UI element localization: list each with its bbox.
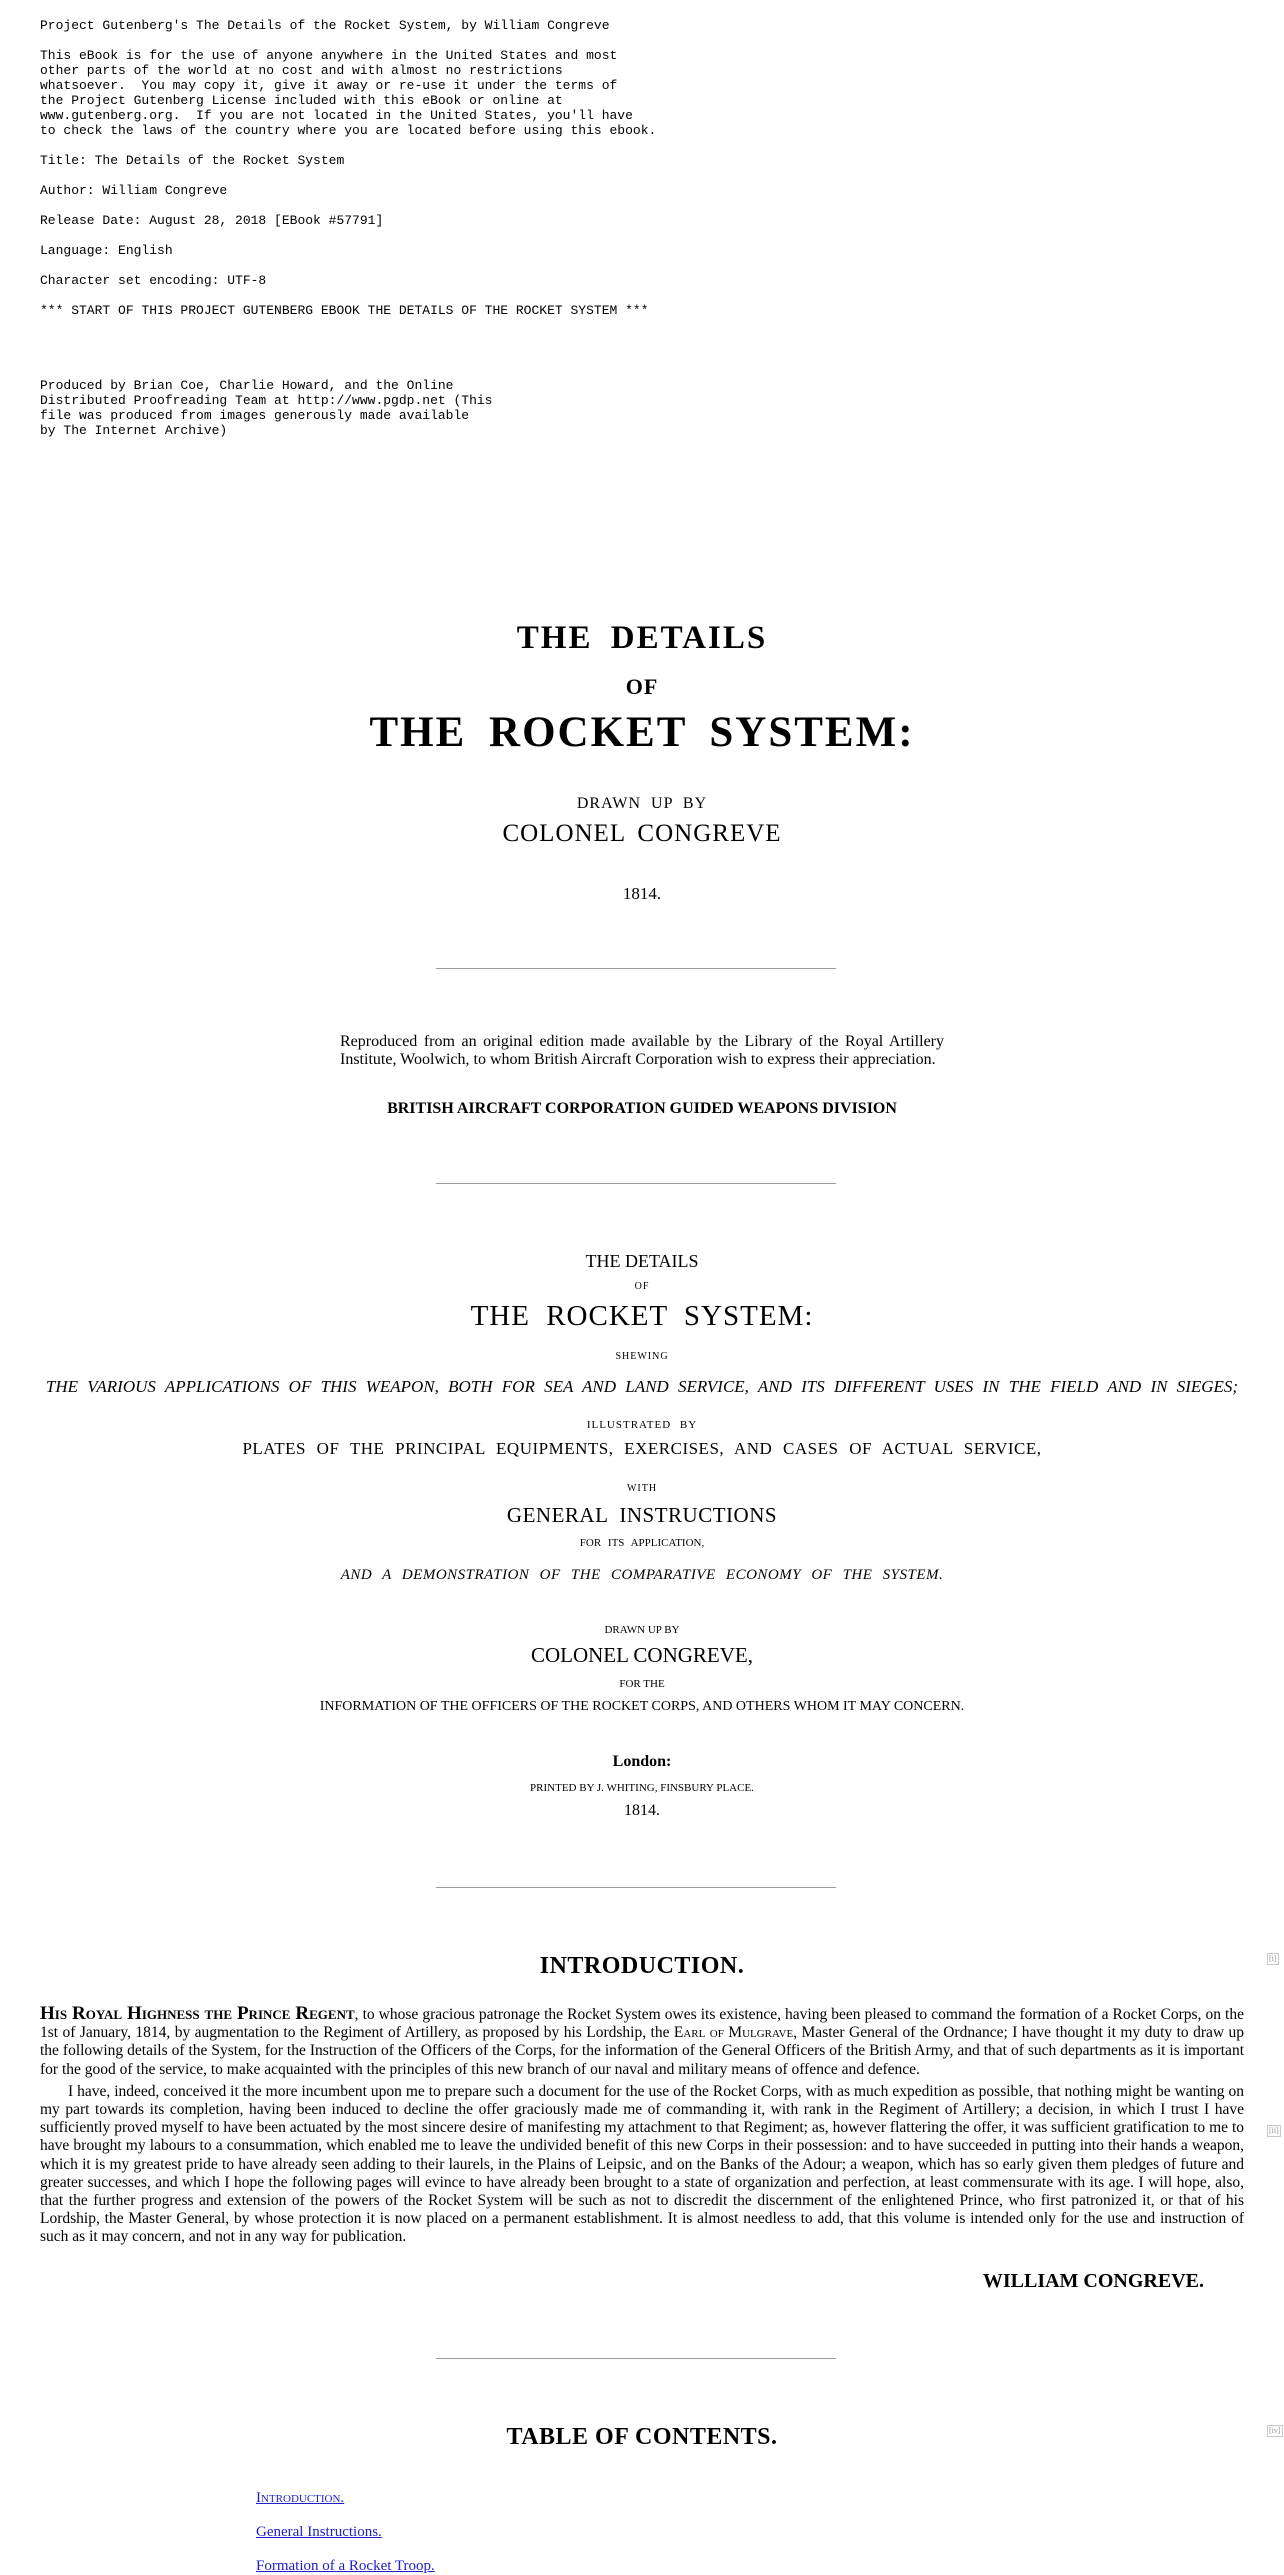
title-page-for-the: FOR THE [619, 1678, 665, 1690]
introduction-lead: His Royal Highness the Prince Regent [40, 2003, 355, 2024]
section-divider [436, 968, 836, 969]
introduction-text: , to whose gracious patronage the Rocket System owes its existence, having been pleased to command the formation of a Rocket Corps, on the 1st of January, 1814, by augmentation to the Regiment of Artillery, as proposed by his Lordship, the [40, 2006, 1244, 2042]
page-marker[interactable]: [i] [1269, 1954, 1277, 1963]
title-page-london: London: [612, 1753, 672, 1770]
cover-title-line2: THE ROCKET SYSTEM: [369, 709, 915, 756]
introduction-heading: INTRODUCTION. [539, 1953, 745, 1979]
introduction-paragraph: I have, indeed, conceived it the more incumbent upon me to prepare such a document for the use of the Rocket Corps, with as much expedition as possible, that nothing might be wanting on my part towards its completion, having been induced to decline the offer graciously made me of commanding it, with rank in the Regiment of Artillery; a decision, in which I trust I have sufficiently proved myself to have been actuated by the most sincere desire of manifesting my attachment to that Regiment; as, however flattering the offer, it was sufficient gratification to me to have brought my labours to a consummation, which enabled me to leave the undivided benefit of this new Corps in their possession: and to have succeeded in putting into their hands a weapon, which it is my greatest pride to have already seen adding to their laurels, in the Plains of Leipsic, and on the Banks of the Adour; a weapon, which has so early given them pledges of future and greater successes, and which I hope the following pages will evince to have already been brought to a state of organization and perfection, at least commensurate with its age. I will hope, also, that the further progress and extension of the powers of the Rocket System will be such as not to discredit the discernment of the enlightened Prince, who first patronized it, or that of his Lordship, the Master General, by whose protection it is now placed on a permanent establishment. It is almost needless to add, that this volume is intended only for the use and instruction of such as it may concern, and not in any way for publication. [40, 2082, 1244, 2246]
introduction-earl: Earl of Mulgrave [673, 2024, 794, 2042]
title-page-plates: PLATES OF THE PRINCIPAL EQUIPMENTS, EXERCISES, AND CASES OF ACTUAL SERVICE, [242, 1439, 1042, 1458]
page-marker[interactable]: [ii] [1269, 2126, 1279, 2135]
toc-link-introduction[interactable]: Introduction. [256, 2490, 345, 2506]
title-page-printed-by: PRINTED BY J. WHITING, FINSBURY PLACE. [530, 1782, 754, 1794]
title-page-for-its-application: FOR ITS APPLICATION, [579, 1537, 705, 1549]
title-page-rocket-system: THE ROCKET SYSTEM: [470, 1300, 814, 1332]
title-page-drawn-up-by: DRAWN UP BY [604, 1624, 680, 1636]
cover-drawn-up-by: DRAWN UP BY [576, 795, 708, 812]
section-divider [436, 1183, 836, 1184]
title-page-shewing: SHEWING [615, 1351, 669, 1362]
cover-title-of: OF [625, 674, 659, 699]
title-page-general-instructions: GENERAL INSTRUCTIONS [506, 1503, 778, 1527]
title-page-details: THE DETAILS [585, 1251, 699, 1271]
division-credit: BRITISH AIRCRAFT CORPORATION GUIDED WEAPONS DIVISION [387, 1100, 897, 1117]
section-divider [436, 1887, 836, 1888]
title-page-of: OF [634, 1281, 650, 1292]
toc-link-general-instructions[interactable]: General Instructions. [256, 2524, 382, 2540]
title-page-author: COLONEL CONGREVE, [530, 1643, 754, 1667]
signature: WILLIAM CONGREVE. [982, 2270, 1204, 2292]
gutenberg-header: Project Gutenberg's The Details of the Rocket System, by William Congreve This eBook is for the use of anyone anywhere in the United States and most other parts of the world at no cost and with almost no restrictions whatsoever. You may copy it, give it away or re-use it under the terms of the Project Gutenberg License included with this eBook or online at www.gutenberg.org. If you are not located in the United States, you'll have to check the laws of the country where you are located before using this ebook. Title: The Details of the Rocket System Author: William Congreve Release Date: August 28, 2018 [EBook #57791] Language: English Character set encoding: UTF-8 *** START OF THIS PROJECT GUTENBERG EBOOK THE DETAILS OF THE ROCKET SYSTEM *** Produced by Brian Coe, Charlie Howard, and the Online Distributed Proofreading Team at http://www.pgdp.net (This file was produced from images generously made available by The Internet Archive) [40, 18, 657, 438]
cover-year: 1814. [622, 884, 662, 903]
title-page-year: 1814. [624, 1802, 660, 1819]
page-marker[interactable]: [iv] [1269, 2426, 1281, 2435]
toc-heading: TABLE OF CONTENTS. [506, 2424, 778, 2450]
toc-link-formation-rocket-troop[interactable]: Formation of a Rocket Troop. [256, 2558, 435, 2574]
section-divider [436, 2358, 836, 2359]
introduction-text: , Master General of the Ordnance; I have thought it my duty to draw up the following details of the System, for the Instruction of the Officers of the Corps, for the information of the General Officers of the British Army, and that of such departments as it is important for the good of the service, to make acquainted with the principles of this new branch of our naval and military means of offence and defence. [40, 2024, 1244, 2078]
cover-title-line1: THE DETAILS [516, 620, 768, 656]
title-page-with: WITH [626, 1483, 658, 1494]
introduction-body [40, 2005, 1244, 2247]
introduction-paragraph [40, 2005, 1244, 2079]
title-page-illustrated-by: ILLUSTRATED BY [586, 1419, 698, 1431]
reproduction-note: Reproduced from an original edition made available by the Library of the Royal Artillery Institute, Woolwich, to whom British Aircraft Corporation wish to express their appreciation. [340, 1033, 944, 1068]
title-page-demonstration: AND A DEMONSTRATION OF THE COMPARATIVE ECONOMY OF THE SYSTEM. [340, 1567, 944, 1583]
cover-author: COLONEL CONGREVE [502, 820, 782, 847]
title-page-various-applications: THE VARIOUS APPLICATIONS OF THIS WEAPON, BOTH FOR SEA AND LAND SERVICE, AND ITS DIFFERENT USES IN THE FIELD AND IN SIEGES; [45, 1377, 1239, 1396]
title-page-information: INFORMATION OF THE OFFICERS OF THE ROCKET CORPS, AND OTHERS WHOM IT MAY CONCERN. [319, 1699, 965, 1714]
